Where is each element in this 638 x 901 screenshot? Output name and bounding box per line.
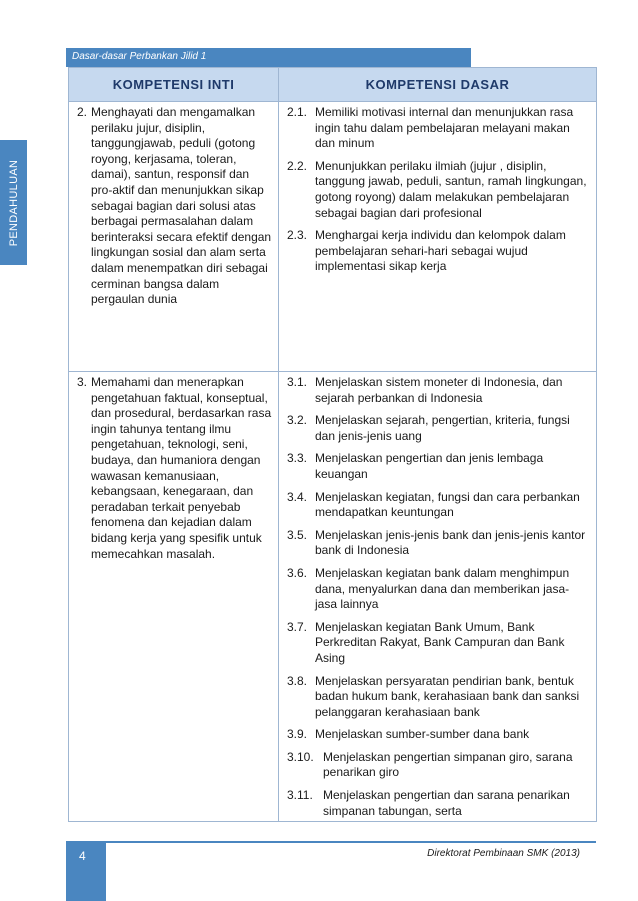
ki-item [77,105,272,308]
kd-text: Menjelaskan sejarah, pengertian, kriteria, fungsi dan jenis-jenis uang [315,413,570,443]
kd-item [287,566,590,613]
competency-table [68,67,597,822]
kd-text: Menjelaskan kegiatan Bank Umum, Bank Perkreditan Rakyat, Bank Campuran dan Bank Asing [315,619,565,665]
kd-number: 3.1. [287,375,308,389]
kd-item [287,750,590,781]
footer-rule [66,841,596,843]
page-number: 4 [79,849,86,863]
kd-item [287,788,590,819]
kd-item [287,490,590,521]
kd-number: 3.9. [287,727,308,742]
kd-text: Menjelaskan kegiatan, fungsi dan cara perbankan mendapatkan keuntungan [315,489,580,520]
section-tab-label: PENDAHULUAN [7,159,20,246]
section-tab [0,140,27,265]
ki-cell [69,102,279,372]
kd-item [287,159,590,221]
kd-number: 3.2. [287,413,308,428]
publisher-credit: Direktorat Pembinaan SMK (2013) [427,848,580,859]
page-number-box [66,843,106,901]
kd-item [287,674,590,721]
kd-text: Menjelaskan sumber-sumber dana bank [315,727,530,742]
ki-text: Memahami dan menerapkan pengetahuan faktual, konseptual, dan prosedural, berdasarkan rasa ingin tahunya tentang ilmu pengetahuan, teknologi, seni, budaya, dan humaniora dengan wawasan kemanusiaan, kebangsaan, kenegaraan, dan peradaban terkait penyebab fenomena dan kejadian dalam bidang kerja yang spesifik untuk memecahkan masalah. [91,375,272,561]
kd-text: Menjelaskan pengertian dan jenis lembaga keuangan [315,451,544,481]
kd-number: 3.8. [287,673,308,688]
kd-item [287,451,590,482]
kd-number: 3.3. [287,451,308,466]
table-row [69,372,597,822]
ki-item [77,375,272,562]
kd-text: Memiliki motivasi internal dan menunjukkan rasa ingin tahu dalam pembelajaran melayani makan dan minum [315,105,574,151]
kd-item [287,528,590,559]
book-title: Dasar-dasar Perbankan Jilid 1 [72,51,207,62]
kd-number: 3.5. [287,527,308,542]
col-header-kompetensi-inti: KOMPETENSI INTI [69,68,279,102]
kd-item [287,413,590,444]
table-row [69,102,597,372]
kd-item [287,727,590,743]
kd-text: Menjelaskan jenis-jenis bank dan jenis-jenis kantor bank di Indonesia [315,527,586,558]
kd-text: Menjelaskan pengertian dan sarana penarikan simpanan tabungan, serta [323,788,570,818]
kd-cell [279,102,597,372]
kd-text: Menjelaskan sistem moneter di Indonesia, dan sejarah perbankan di Indonesia [315,375,563,405]
ki-text: Menghayati dan mengamalkan perilaku jujur, disiplin, tanggungjawab, peduli (gotong royong, kerjasama, toleran, damai), santun, responsif dan pro-aktif dan menunjukkan sikap sebagai bagian dari solusi atas berbagai permasalahan dalam berinteraksi secara efektif dengan lingkungan sosial dan alam serta dalam menempatkan diri sebagai cerminan bangsa dalam pergaulan dunia [91,105,272,307]
kd-text: Menjelaskan pengertian simpanan giro, sarana penarikan giro [323,749,573,780]
kd-item [287,620,590,667]
kd-item [287,105,590,152]
kd-text: Menjelaskan persyaratan pendirian bank, bentuk badan hukum bank, kerahasiaan bank dan sanksi pelanggaran kerahasiaan bank [315,673,580,719]
ki-cell [69,372,279,822]
kd-number: 3.4. [287,489,308,504]
kd-text: Menunjukkan perilaku ilmiah (jujur , disiplin, tanggung jawab, peduli, santun, ramah lingkungan, gotong royong) dalam melakukan pembelajaran sebagai bagian dari profesional [315,158,587,220]
kd-number: 3.6. [287,565,308,580]
kd-number: 3.7. [287,619,308,634]
kd-item [287,375,590,406]
ki-number: 3. [77,375,88,389]
kd-number: 3.10. [287,749,314,764]
kd-text: Menjelaskan kegiatan bank dalam menghimpun dana, menyalurkan dana dan memberikan jasa-jasa lainnya [315,565,570,612]
table-header-row [69,68,597,102]
ki-number: 2. [77,105,88,119]
kd-item [287,228,590,275]
kd-text: Menghargai kerja individu dan kelompok dalam pembelajaran sehari-hari sebagai wujud implementasi sikap kerja [315,228,566,274]
header-bar [66,48,471,67]
kd-cell [279,372,597,822]
kd-number: 3.11. [287,788,313,803]
kd-number: 2.2. [287,158,308,173]
kd-number: 2.1. [287,105,308,119]
kd-number: 2.3. [287,228,308,243]
col-header-kompetensi-dasar: KOMPETENSI DASAR [279,68,597,102]
